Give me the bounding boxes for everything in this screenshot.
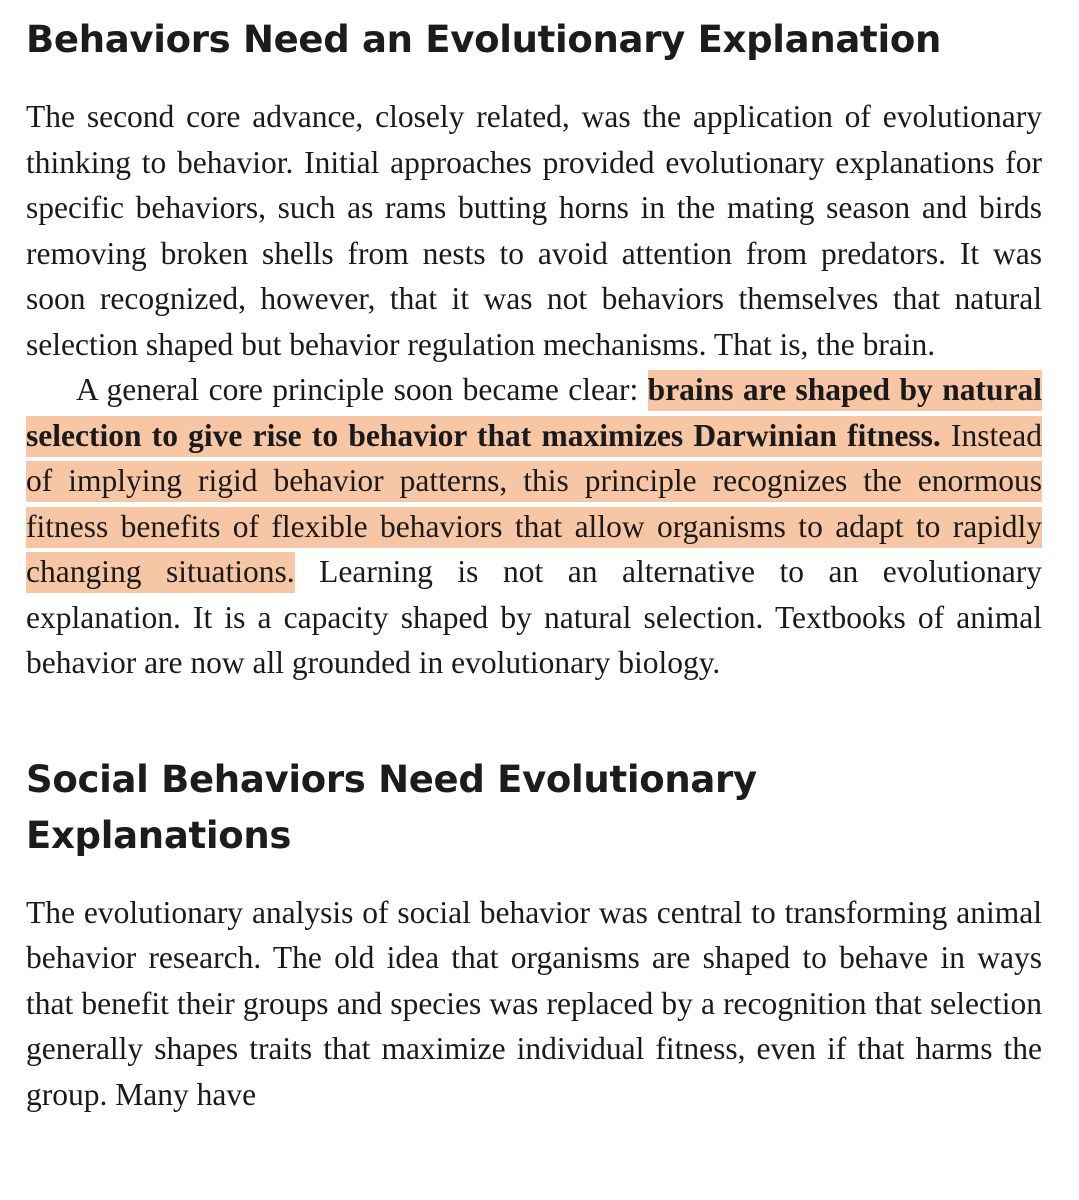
highlighted-flexible-behaviors: Instead of implying rigid behavior patterns, this principle recognizes the enormous fitness benefits of flexible behaviors that allow organisms to adapt to rapidly changing situations. (26, 416, 1042, 594)
heading-line-2: Explanations (26, 813, 292, 857)
paragraph-core-advance: The second core advance, closely related, was the application of evolutionary thinking to behavior. Initial approaches provided evolutionary explanations for specific behaviors, such as rams butting horns in the mating season and birds removing broken shells from nests to avoid attention from predators. It was soon recognized, however, that it was not behaviors themselves that natural selection shaped but behavior regulation mechanisms. That is, the brain. (26, 99, 1042, 362)
highlighted-bold-principle: brains are shaped by natural selection to give rise to behavior that maximizes Darwinian fitness. (26, 370, 1042, 457)
paragraph-lead-text: A general core principle soon became clear: (76, 372, 648, 407)
paragraph-tail-text: Learning is not an alternative to an evolutionary explanation. It is a capacity shaped by natural selection. Textbooks of animal behavior are now all grounded in evolutionary biology. (26, 554, 1042, 680)
paragraph-core-principle (26, 367, 1042, 686)
heading-line-1: Social Behaviors Need Evolutionary (26, 757, 757, 801)
section-heading-social-behaviors (26, 752, 1042, 864)
book-page (26, 0, 1042, 1117)
section-heading-behaviors: Behaviors Need an Evolutionary Explanation (26, 18, 941, 61)
paragraph-social-behavior: The evolutionary analysis of social behavior was central to transforming animal behavior research. The old idea that organisms are shaped to behave in ways that benefit their groups and species was replaced by a recognition that selection generally shapes traits that maximize individual fitness, even if that harms the group. Many have (26, 894, 1042, 1112)
